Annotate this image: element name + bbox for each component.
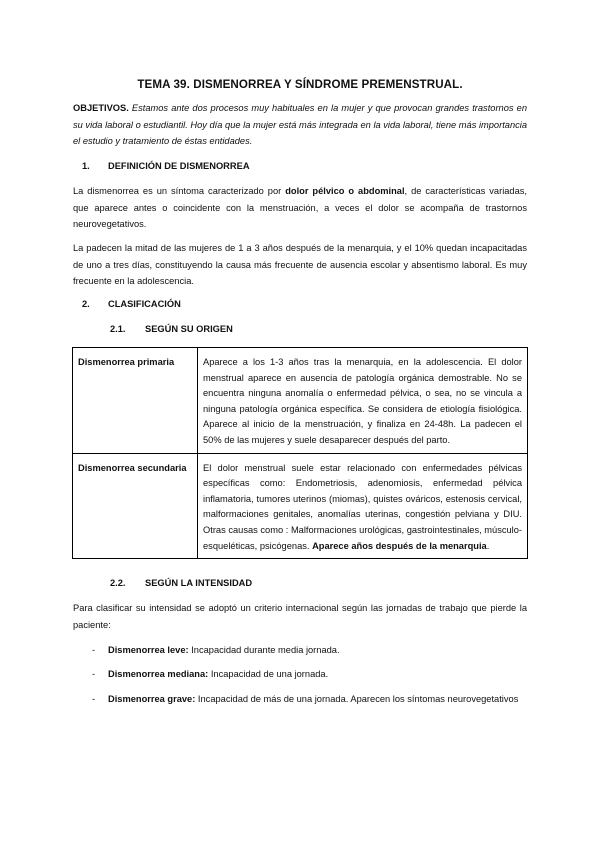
primary-text-cell: Aparece a los 1-3 años tras la menarquia, en la adolescencia. El dolor menstrual aparece en ausencia de patología orgánica demostrable. No se encuentra ninguna anomalía o enfermedad pélvica, o sea, no se vincula a ninguna patología orgánica específica. Se considera de etiología fisiológica. Aparece al inicio de la menstruación, y finaliza en 24-48h. La padecen el 50% de las mujeres y suele desaparecer después del parto. [198, 348, 528, 454]
objectives-paragraph [73, 100, 527, 150]
section-2-heading [82, 299, 181, 309]
list-item-label: Dismenorrea grave: [108, 694, 196, 704]
section-1-heading [82, 161, 250, 171]
secondary-bold-text: Aparece años después de la menarquia [312, 540, 487, 551]
objectives-text: Estamos ante dos procesos muy habituales en la mujer y que provocan grandes trastornos en su vida laboral o estudiantil. Hoy día que la mujer está más integrada en la vida laboral, tiene más importancia el estudio y tratamiento de éstas entidades. [73, 103, 527, 146]
definition-paragraph-1 [73, 183, 527, 233]
list-item [92, 642, 528, 659]
subsection-2-1-title: SEGÚN SU ORIGEN [145, 324, 233, 334]
intensity-intro-paragraph: Para clasificar su intensidad se adoptó un criterio internacional según las jornadas de trabajo que pierde la paciente: [73, 603, 527, 630]
list-item [92, 666, 528, 683]
list-item-text: Incapacidad de una jornada. [208, 669, 329, 679]
secondary-label-cell: Dismenorrea secundaria [73, 453, 198, 559]
secondary-text: El dolor menstrual suele estar relacionado con enfermedades pélvicas específicas como: Endometriosis, adenomiosis, enfermedad pélvica inflamatoria, tumores uterinos (miomas), quistes ováricos, estenosis cervical, malformaciones genitales, anomalías uterinas, congestión pelviana y DIU. Otras causas como : Malformaciones urológicas, gastrointestinales, músculo-esqueléticas, psicógenas. [203, 462, 522, 551]
section-1-number: 1. [82, 161, 90, 171]
subsection-2-2-heading [110, 578, 252, 588]
table-row [73, 453, 528, 559]
definition-text-end: , de características variadas, que aparece antes o coincidente con la menstruación, a veces el dolor se acompaña de trastornos neurovegetativos. [73, 186, 528, 229]
list-dash: - [92, 694, 96, 704]
subsection-2-1-number: 2.1. [110, 324, 126, 334]
list-dash: - [92, 645, 96, 655]
objectives-label: OBJETIVOS. [73, 103, 129, 113]
list-item-label: Dismenorrea leve: [108, 645, 189, 655]
classification-table [72, 347, 528, 559]
subsection-2-2-title: SEGÚN LA INTENSIDAD [145, 578, 253, 588]
page-title: TEMA 39. DISMENORREA Y SÍNDROME PREMENSTRUAL. [137, 78, 463, 91]
list-dash: - [92, 669, 96, 679]
list-item [92, 691, 528, 708]
subsection-2-1-heading [110, 324, 233, 334]
list-item-text: Incapacidad de más de una jornada. Aparecen los síntomas neurovegetativos [195, 694, 519, 704]
secondary-text-cell [198, 453, 528, 559]
subsection-2-2-number: 2.2. [110, 578, 126, 588]
list-item-text: Incapacidad durante media jornada. [188, 645, 340, 655]
list-item-label: Dismenorrea mediana: [108, 669, 209, 679]
definition-paragraph-2: La padecen la mitad de las mujeres de 1 a 3 años después de la menarquia, y el 10% quedan incapacitadas de uno a tres días, constituyendo la causa más frecuente de ausencia escolar y absentismo laboral. Es muy frecuente en la adolescencia. [73, 243, 527, 286]
section-2-number: 2. [82, 299, 90, 309]
definition-bold-text: dolor pélvico o abdominal [285, 186, 405, 196]
table-row [73, 348, 528, 454]
section-1-title: DEFINICIÓN DE DISMENORREA [108, 161, 250, 171]
definition-text-start: La dismenorrea es un síntoma caracterizado por [73, 186, 286, 196]
secondary-text-end: . [486, 540, 490, 551]
primary-label-cell: Dismenorrea primaria [73, 348, 198, 454]
section-2-title: CLASIFICACIÓN [108, 299, 181, 309]
